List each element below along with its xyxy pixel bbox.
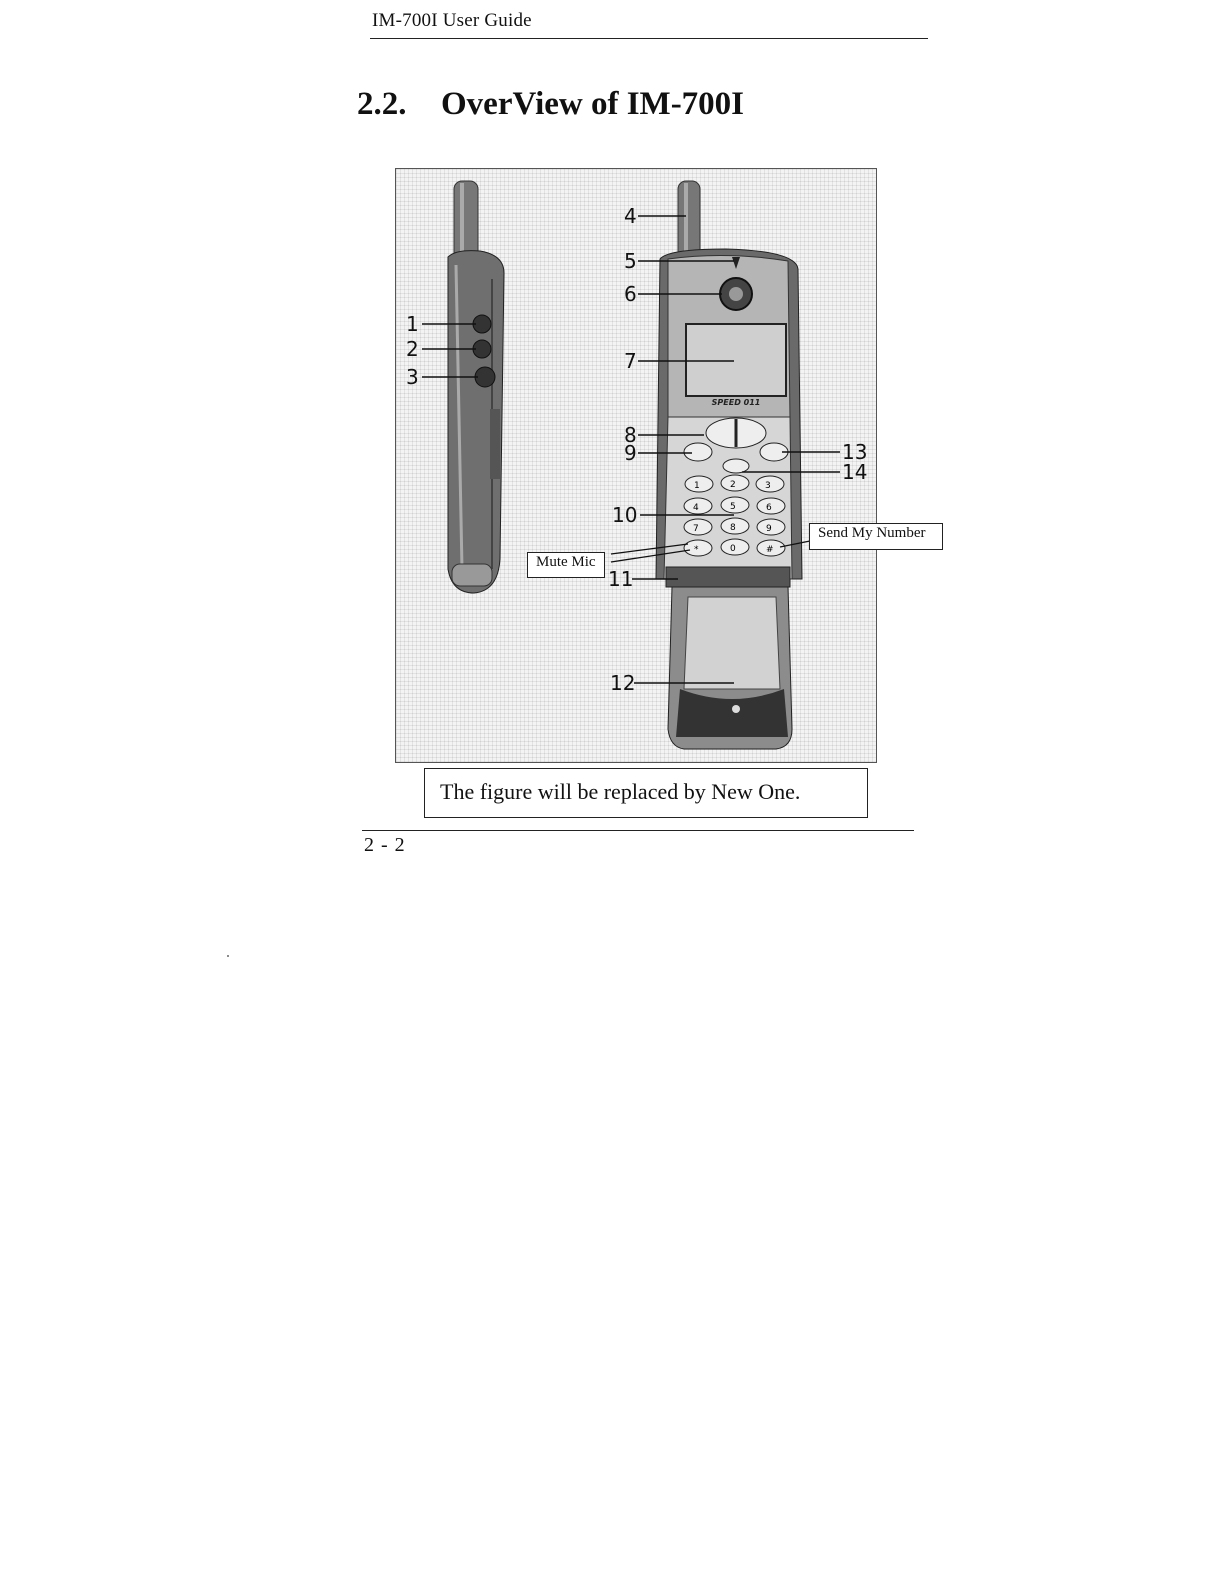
callout-8: 8 [624, 423, 637, 447]
callout-10: 10 [612, 503, 638, 527]
key-star: * [694, 545, 699, 555]
section-title [357, 86, 744, 123]
mute-mic-label: Mute Mic [527, 552, 605, 578]
figure-caption: The figure will be replaced by New One. [424, 768, 868, 818]
running-header: IM-700I User Guide [372, 10, 532, 31]
section-heading: OverView of IM-700I [441, 86, 745, 122]
callout-14: 14 [842, 460, 868, 484]
key-3: 3 [765, 481, 771, 491]
callout-1: 1 [406, 312, 419, 336]
phone-branding: SPEED 011 [711, 398, 761, 407]
key-7: 7 [693, 524, 699, 534]
front-view-phone [656, 181, 802, 749]
page-number: 2 - 2 [364, 834, 406, 856]
key-9: 9 [766, 524, 772, 534]
callout-13: 13 [842, 440, 868, 464]
callout-2: 2 [406, 337, 419, 361]
callout-11: 11 [608, 567, 634, 591]
key-5: 5 [730, 502, 736, 512]
key-8: 8 [730, 523, 736, 533]
scan-speck [227, 955, 229, 957]
key-2: 2 [730, 480, 736, 490]
callout-6: 6 [624, 282, 637, 306]
key-4: 4 [693, 503, 699, 513]
key-0: 0 [730, 544, 736, 554]
key-1: 1 [694, 481, 700, 491]
callout-4: 4 [624, 204, 637, 228]
callout-7: 7 [624, 349, 637, 373]
key-hash: # [766, 545, 774, 555]
callout-5: 5 [624, 249, 637, 273]
phone-figure [395, 168, 877, 763]
header-rule [370, 38, 928, 39]
callout-3: 3 [406, 365, 419, 389]
section-number: 2.2. [357, 86, 407, 122]
callout-9: 9 [624, 441, 637, 465]
callout-12: 12 [610, 671, 636, 695]
key-6: 6 [766, 503, 772, 513]
send-my-number-label: Send My Number [809, 523, 943, 550]
footer-rule [362, 830, 914, 831]
side-view-phone [448, 181, 504, 593]
